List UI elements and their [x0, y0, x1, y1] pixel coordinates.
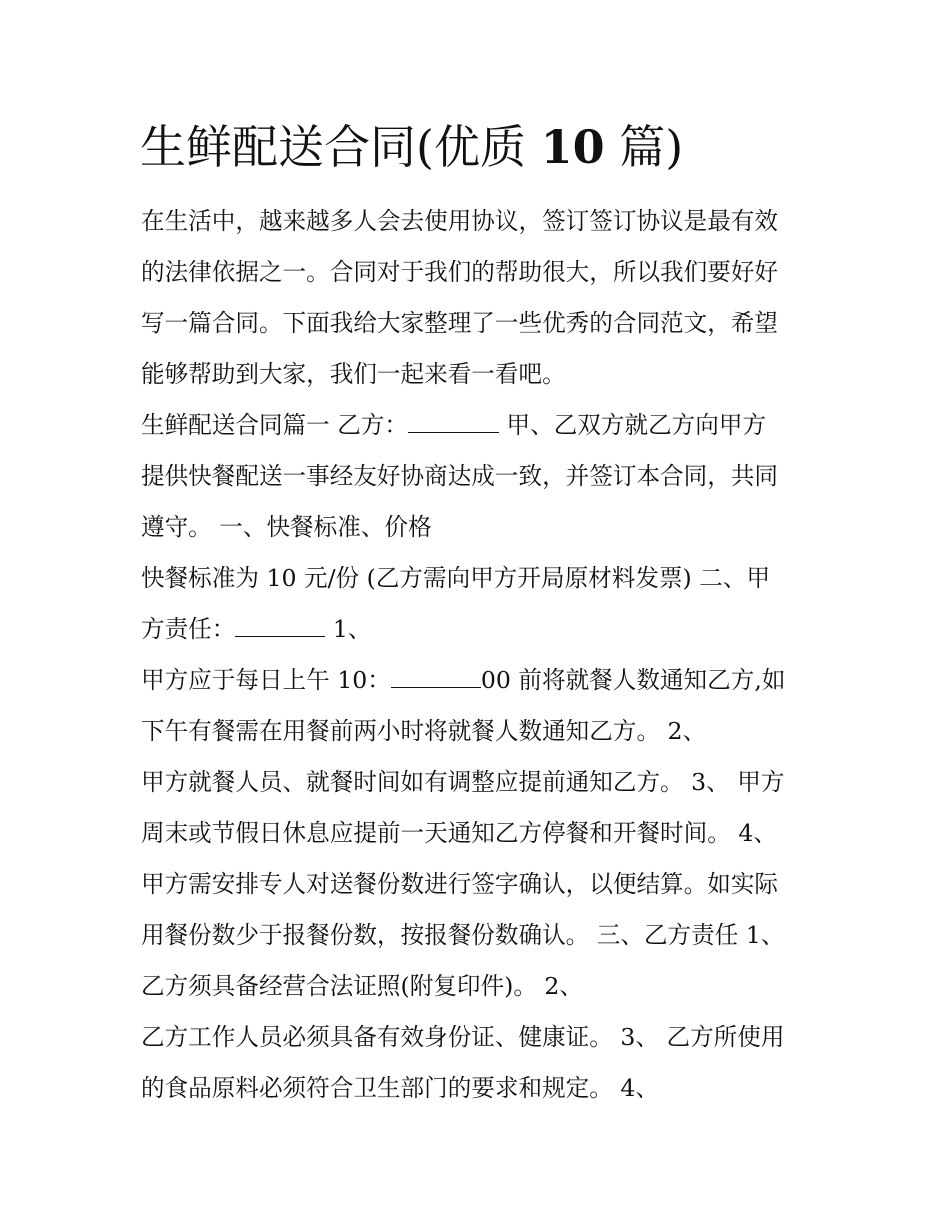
line-text: 00 前将就餐人数通知乙方,如: [480, 666, 786, 694]
line-text: 甲方应于每日上午 10：: [141, 666, 391, 694]
title-suffix: 篇): [604, 120, 684, 174]
document-title: [140, 116, 683, 178]
body-line: 的法律依据之一。合同对于我们的帮助很大，所以我们要好好: [141, 258, 779, 286]
body-line: 提供快餐配送一事经友好协商达成一致，并签订本合同，共同: [141, 462, 779, 490]
body-line: 写一篇合同。下面我给大家整理了一些优秀的合同范文，希望: [141, 309, 779, 337]
body-line: 的食品原料必须符合卫生部门的要求和规定。 4、: [141, 1074, 659, 1102]
body-line: 甲方需安排专人对送餐份数进行签字确认，以便结算。如实际: [141, 870, 779, 898]
body-line: 遵守。 一、快餐标准、价格: [141, 513, 432, 541]
body-line: 快餐标准为 10 元/份 (乙方需向甲方开局原材料发票) 二、甲: [141, 564, 771, 592]
line-text: 方责任：: [141, 615, 236, 643]
body-line: 乙方工作人员必须具备有效身份证、健康证。 3、 乙方所使用: [141, 1023, 785, 1051]
blank-underline: [235, 618, 325, 637]
blank-underline: [408, 414, 499, 433]
line-text: 甲、乙双方就乙方向甲方: [499, 411, 767, 439]
contract-one-header-line: [141, 400, 813, 451]
body-line: 能够帮助到大家，我们一起来看一看吧。: [141, 360, 566, 388]
body-line: 用餐份数少于报餐份数，按报餐份数确认。 三、乙方责任 1、: [141, 921, 785, 949]
body-line: 周末或节假日休息应提前一天通知乙方停餐和开餐时间。 4、: [141, 819, 777, 847]
body-line: 在生活中，越来越多人会去使用协议，签订签订协议是最有效: [141, 207, 779, 235]
body-line: 下午有餐需在用餐前两小时将就餐人数通知乙方。 2、: [141, 717, 707, 745]
title-number: 10: [540, 120, 605, 174]
notify-time-line: [141, 655, 813, 706]
body-line: 甲方就餐人员、就餐时间如有调整应提前通知乙方。 3、 甲方: [141, 768, 785, 796]
blank-underline: [391, 669, 481, 688]
document-body: [141, 196, 813, 1114]
line-text: 生鲜配送合同篇一 乙方：: [141, 411, 409, 439]
line-text: 1、: [325, 615, 372, 643]
body-line: 乙方须具备经营合法证照(附复印件)。 2、: [141, 972, 584, 1000]
party-a-responsibility-line: [141, 604, 813, 655]
title-prefix: 生鲜配送合同(优质: [140, 120, 541, 174]
